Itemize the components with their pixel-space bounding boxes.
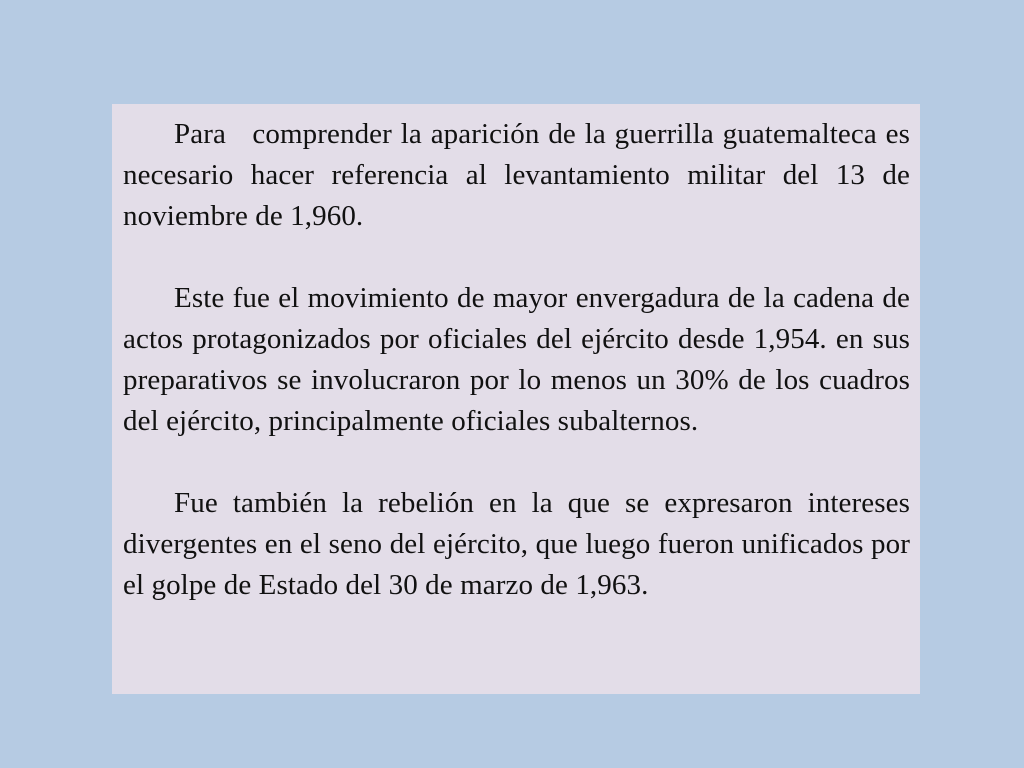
paragraph-movement-scope: Este fue el movimiento de mayor envergadura de la cadena de actos protagonizados por oficiales del ejército desde 1,954. en sus preparativos se involucraron por lo menos un 30% de los cuadros del ejército, principalmente oficiales subalternos. [123,282,910,437]
paragraph-guerrilla-origin: Para comprender la aparición de la guerrilla guatemalteca es necesario hacer referencia al levantamiento militar del 13 de noviembre de 1,960. [123,118,910,232]
paragraph-spacer [123,442,910,483]
paragraph-divergent-interests: Fue también la rebelión en la que se expresaron intereses divergentes en el seno del ejército, que luego fueron unificados por el golpe de Estado del 30 de marzo de 1,963. [123,487,910,601]
paragraph-spacer [123,237,910,278]
text-box [112,104,920,694]
